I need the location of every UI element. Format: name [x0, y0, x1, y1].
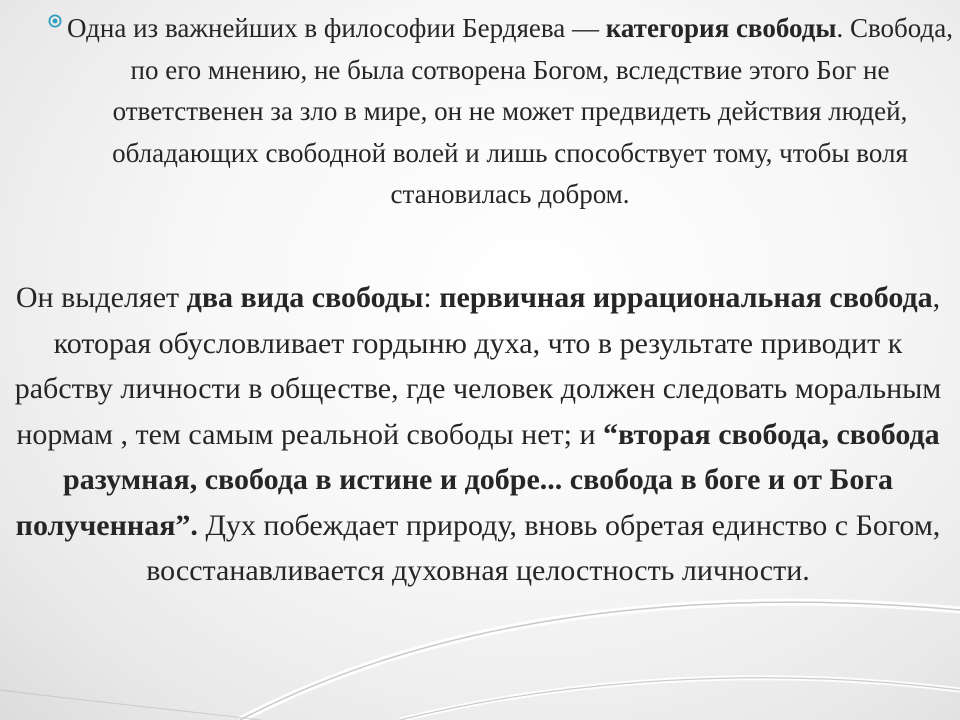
- p2-text-2: :: [423, 281, 440, 314]
- p2-bold-two-kinds: два вида свободы: [186, 281, 424, 314]
- p2-text-4: Дух побеждает природу, вновь обретая единство с Богом, восстанавливается духовная целостность личности.: [146, 508, 941, 587]
- paragraph-two-kinds-of-freedom: [8, 275, 948, 594]
- p1-text-2: . Свобода, по его мнению, не была сотворена Богом, вследствие этого Бог не ответственен за зло в мире, он не может предвидеть действия людей, обладающих свободной волей и лишь способствует тому, чтобы воля становилась добром.: [112, 13, 953, 209]
- p2-text-3: , которая обусловливает гордыню духа, что в результате приводит к рабству личности в обществе, где человек должен следовать моральным нормам , тем самым реальной свободы нет; и: [14, 281, 942, 451]
- p1-text-1: Одна из важнейших в философии Бердяева —: [67, 13, 606, 43]
- p1-bold-freedom-category: категория свободы: [605, 13, 837, 43]
- paragraph-freedom-category: [60, 8, 960, 216]
- p2-bold-primary-freedom: первичная иррациональная свобода: [439, 281, 933, 314]
- p2-text-1: Он выделяет: [15, 281, 187, 314]
- p2-bold-second-freedom-quote: “вторая свобода, свобода разумная, свобода в истине и добре... свобода в боге и от Бога полученная”.: [15, 417, 940, 542]
